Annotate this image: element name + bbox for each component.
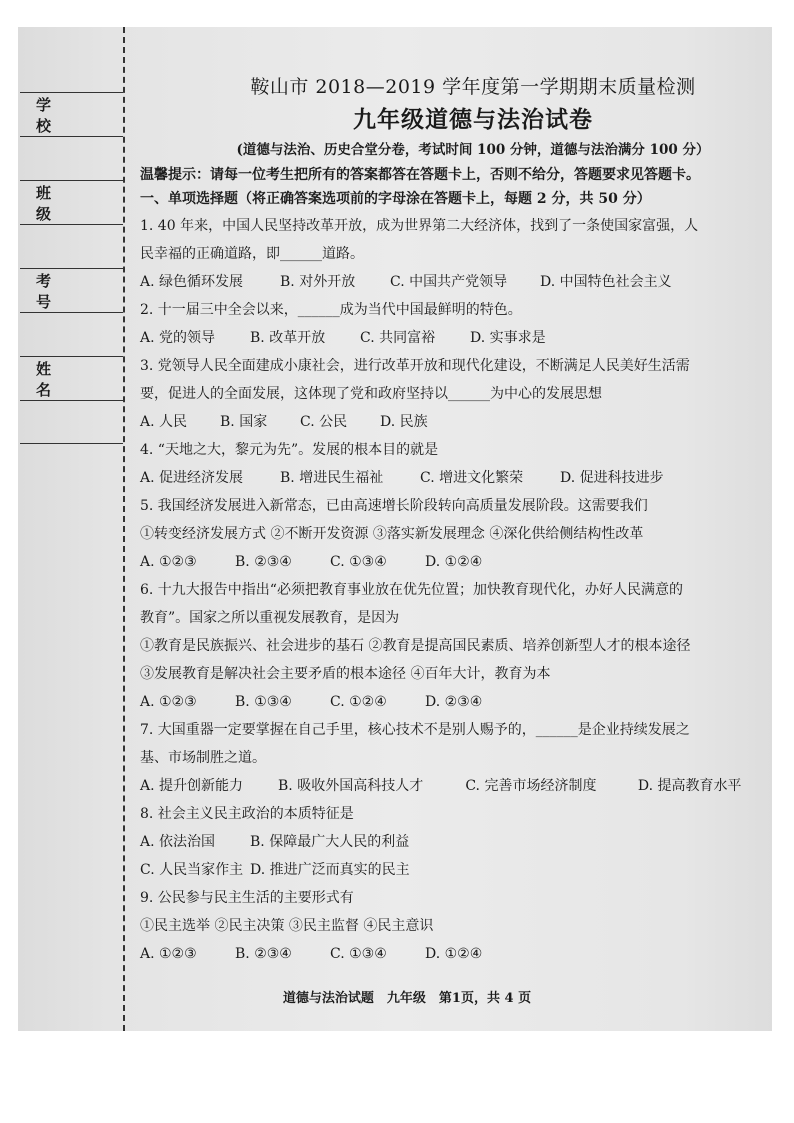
answer-option: A. 提升创新能力 <box>140 778 244 794</box>
answer-option: C. ①③④ <box>330 554 387 570</box>
question-stem: 9. 公民参与民主生活的主要形式有 <box>140 890 354 906</box>
answer-option: B. ②③④ <box>235 946 292 962</box>
answer-option: A. 促进经济发展 <box>140 470 244 486</box>
field-exam-number: 考 号 <box>20 268 123 312</box>
answer-options <box>140 772 766 800</box>
field-exam-number-blank <box>20 312 123 356</box>
answer-option: B. 吸收外国高科技人才 <box>278 778 424 794</box>
answer-options <box>140 464 766 492</box>
answer-option: B. 对外开放 <box>280 274 356 290</box>
answer-option: D. 提高教育水平 <box>637 778 742 794</box>
answer-option: C. ①③④ <box>330 946 387 962</box>
answer-options <box>140 828 766 856</box>
field-name-blank <box>20 400 123 444</box>
question-4 <box>140 436 766 492</box>
question-8 <box>140 800 766 884</box>
answer-options <box>140 688 766 716</box>
question-stem: 5. 我国经济发展进入新常态，已由高速增长阶段转向高质量发展阶段。这需要我们 <box>140 498 648 514</box>
question-statement: ①民主选举 ②民主决策 ③民主监督 ④民主意识 <box>140 918 434 934</box>
answer-option: B. 国家 <box>220 414 268 430</box>
answer-option: A. 人民 <box>140 414 188 430</box>
answer-options <box>140 408 766 436</box>
answer-option: A. 绿色循环发展 <box>140 274 244 290</box>
answer-option: C. 公民 <box>300 414 348 430</box>
answer-option: B. 增进民生福祉 <box>280 470 384 486</box>
question-stem: 4. “天地之大，黎元为先”。发展的根本目的就是 <box>140 442 439 458</box>
answer-option: C. 中国共产党领导 <box>390 274 508 290</box>
field-class-blank <box>20 224 123 268</box>
answer-options <box>140 548 766 576</box>
answer-option: C. 人民当家作主 <box>140 862 244 878</box>
answer-option: D. 推进广泛而真实的民主 <box>250 862 410 878</box>
answer-option: D. 实事求是 <box>470 330 546 346</box>
question-3 <box>140 352 766 436</box>
question-2 <box>140 296 766 352</box>
fold-line <box>123 27 125 1031</box>
question-stem: 民幸福的正确道路，即______道路。 <box>140 246 364 262</box>
answer-option: D. ①②④ <box>425 554 483 570</box>
answer-option: C. 完善市场经济制度 <box>465 778 597 794</box>
answer-option: D. ①②④ <box>425 946 483 962</box>
question-stem: 2. 十一届三中全会以来，______成为当代中国最鲜明的特色。 <box>140 302 522 318</box>
exam-subtitle: (道德与法治、历史合堂分卷，考试时间 100 分钟，道德与法治满分 100 分） <box>236 142 710 158</box>
exam-title-line2: 九年级道德与法治试卷 <box>353 106 593 133</box>
question-statement: ①教育是民族振兴、社会进步的基石 ②教育是提高国民素质、培养创新型人才的根本途径 <box>140 638 691 654</box>
section-title: 一、单项选择题（将正确答案选项前的字母涂在答题卡上，每题 2 分，共 50 分） <box>140 191 651 207</box>
answer-options <box>140 268 766 296</box>
answer-option: D. ②③④ <box>425 694 483 710</box>
question-stem: 7. 大国重器一定要掌握在自己手里，核心技术不是别人赐予的，______是企业持续发展之 <box>140 722 690 738</box>
field-school: 学 校 <box>20 92 123 136</box>
exam-tip: 温馨提示：请每一位考生把所有的答案都答在答题卡上，否则不给分，答题要求见答题卡。 <box>140 167 700 183</box>
question-stem: 要，促进人的全面发展，这体现了党和政府坚持以______为中心的发展思想 <box>140 386 602 402</box>
answer-option: C. ①②④ <box>330 694 387 710</box>
answer-option: D. 促进科技进步 <box>560 470 664 486</box>
question-list <box>140 212 766 968</box>
answer-option: A. 党的领导 <box>140 330 216 346</box>
student-info-box <box>20 92 123 444</box>
exam-content <box>140 72 766 968</box>
question-statement: ①转变经济发展方式 ②不断开发资源 ③落实新发展理念 ④深化供给侧结构性改革 <box>140 526 644 542</box>
answer-options <box>140 324 766 352</box>
question-9 <box>140 884 766 968</box>
question-5 <box>140 492 766 576</box>
question-stem: 8. 社会主义民主政治的本质特征是 <box>140 806 354 822</box>
question-7 <box>140 716 766 800</box>
question-stem: 1. 40 年来，中国人民坚持改革开放，成为世界第二大经济体，找到了一条使国家富强，人 <box>140 218 699 234</box>
answer-option: A. 依法治国 <box>140 834 216 850</box>
answer-option: D. 中国特色社会主义 <box>540 274 672 290</box>
answer-option: C. 共同富裕 <box>360 330 436 346</box>
answer-options <box>140 856 766 884</box>
answer-option: B. ②③④ <box>235 554 292 570</box>
question-6 <box>140 576 766 716</box>
answer-option: A. ①②③ <box>140 946 197 962</box>
answer-option: B. 保障最广大人民的利益 <box>250 834 410 850</box>
question-statement: ③发展教育是解决社会主要矛盾的根本途径 ④百年大计，教育为本 <box>140 666 551 682</box>
question-stem: 3. 党领导人民全面建成小康社会，进行改革开放和现代化建设，不断满足人民美好生活需 <box>140 358 690 374</box>
question-stem: 教育”。国家之所以重视发展教育，是因为 <box>140 610 400 626</box>
field-class: 班 级 <box>20 180 123 224</box>
question-stem: 基、市场制胜之道。 <box>140 750 266 766</box>
question-stem: 6. 十九大报告中指出“必须把教育事业放在优先位置；加快教育现代化，办好人民满意的 <box>140 582 683 598</box>
question-1 <box>140 212 766 296</box>
field-name: 姓 名 <box>20 356 123 400</box>
answer-option: A. ①②③ <box>140 694 197 710</box>
page-footer: 道德与法治试题 九年级 第1页，共 4 页 <box>282 991 532 1006</box>
answer-option: D. 民族 <box>380 414 428 430</box>
answer-option: C. 增进文化繁荣 <box>420 470 524 486</box>
answer-option: A. ①②③ <box>140 554 197 570</box>
answer-options <box>140 940 766 968</box>
answer-option: B. 改革开放 <box>250 330 326 346</box>
answer-option: B. ①③④ <box>235 694 292 710</box>
field-school-blank <box>20 136 123 180</box>
exam-title-line1: 鞍山市 2018—2019 学年度第一学期期末质量检测 <box>250 76 696 98</box>
